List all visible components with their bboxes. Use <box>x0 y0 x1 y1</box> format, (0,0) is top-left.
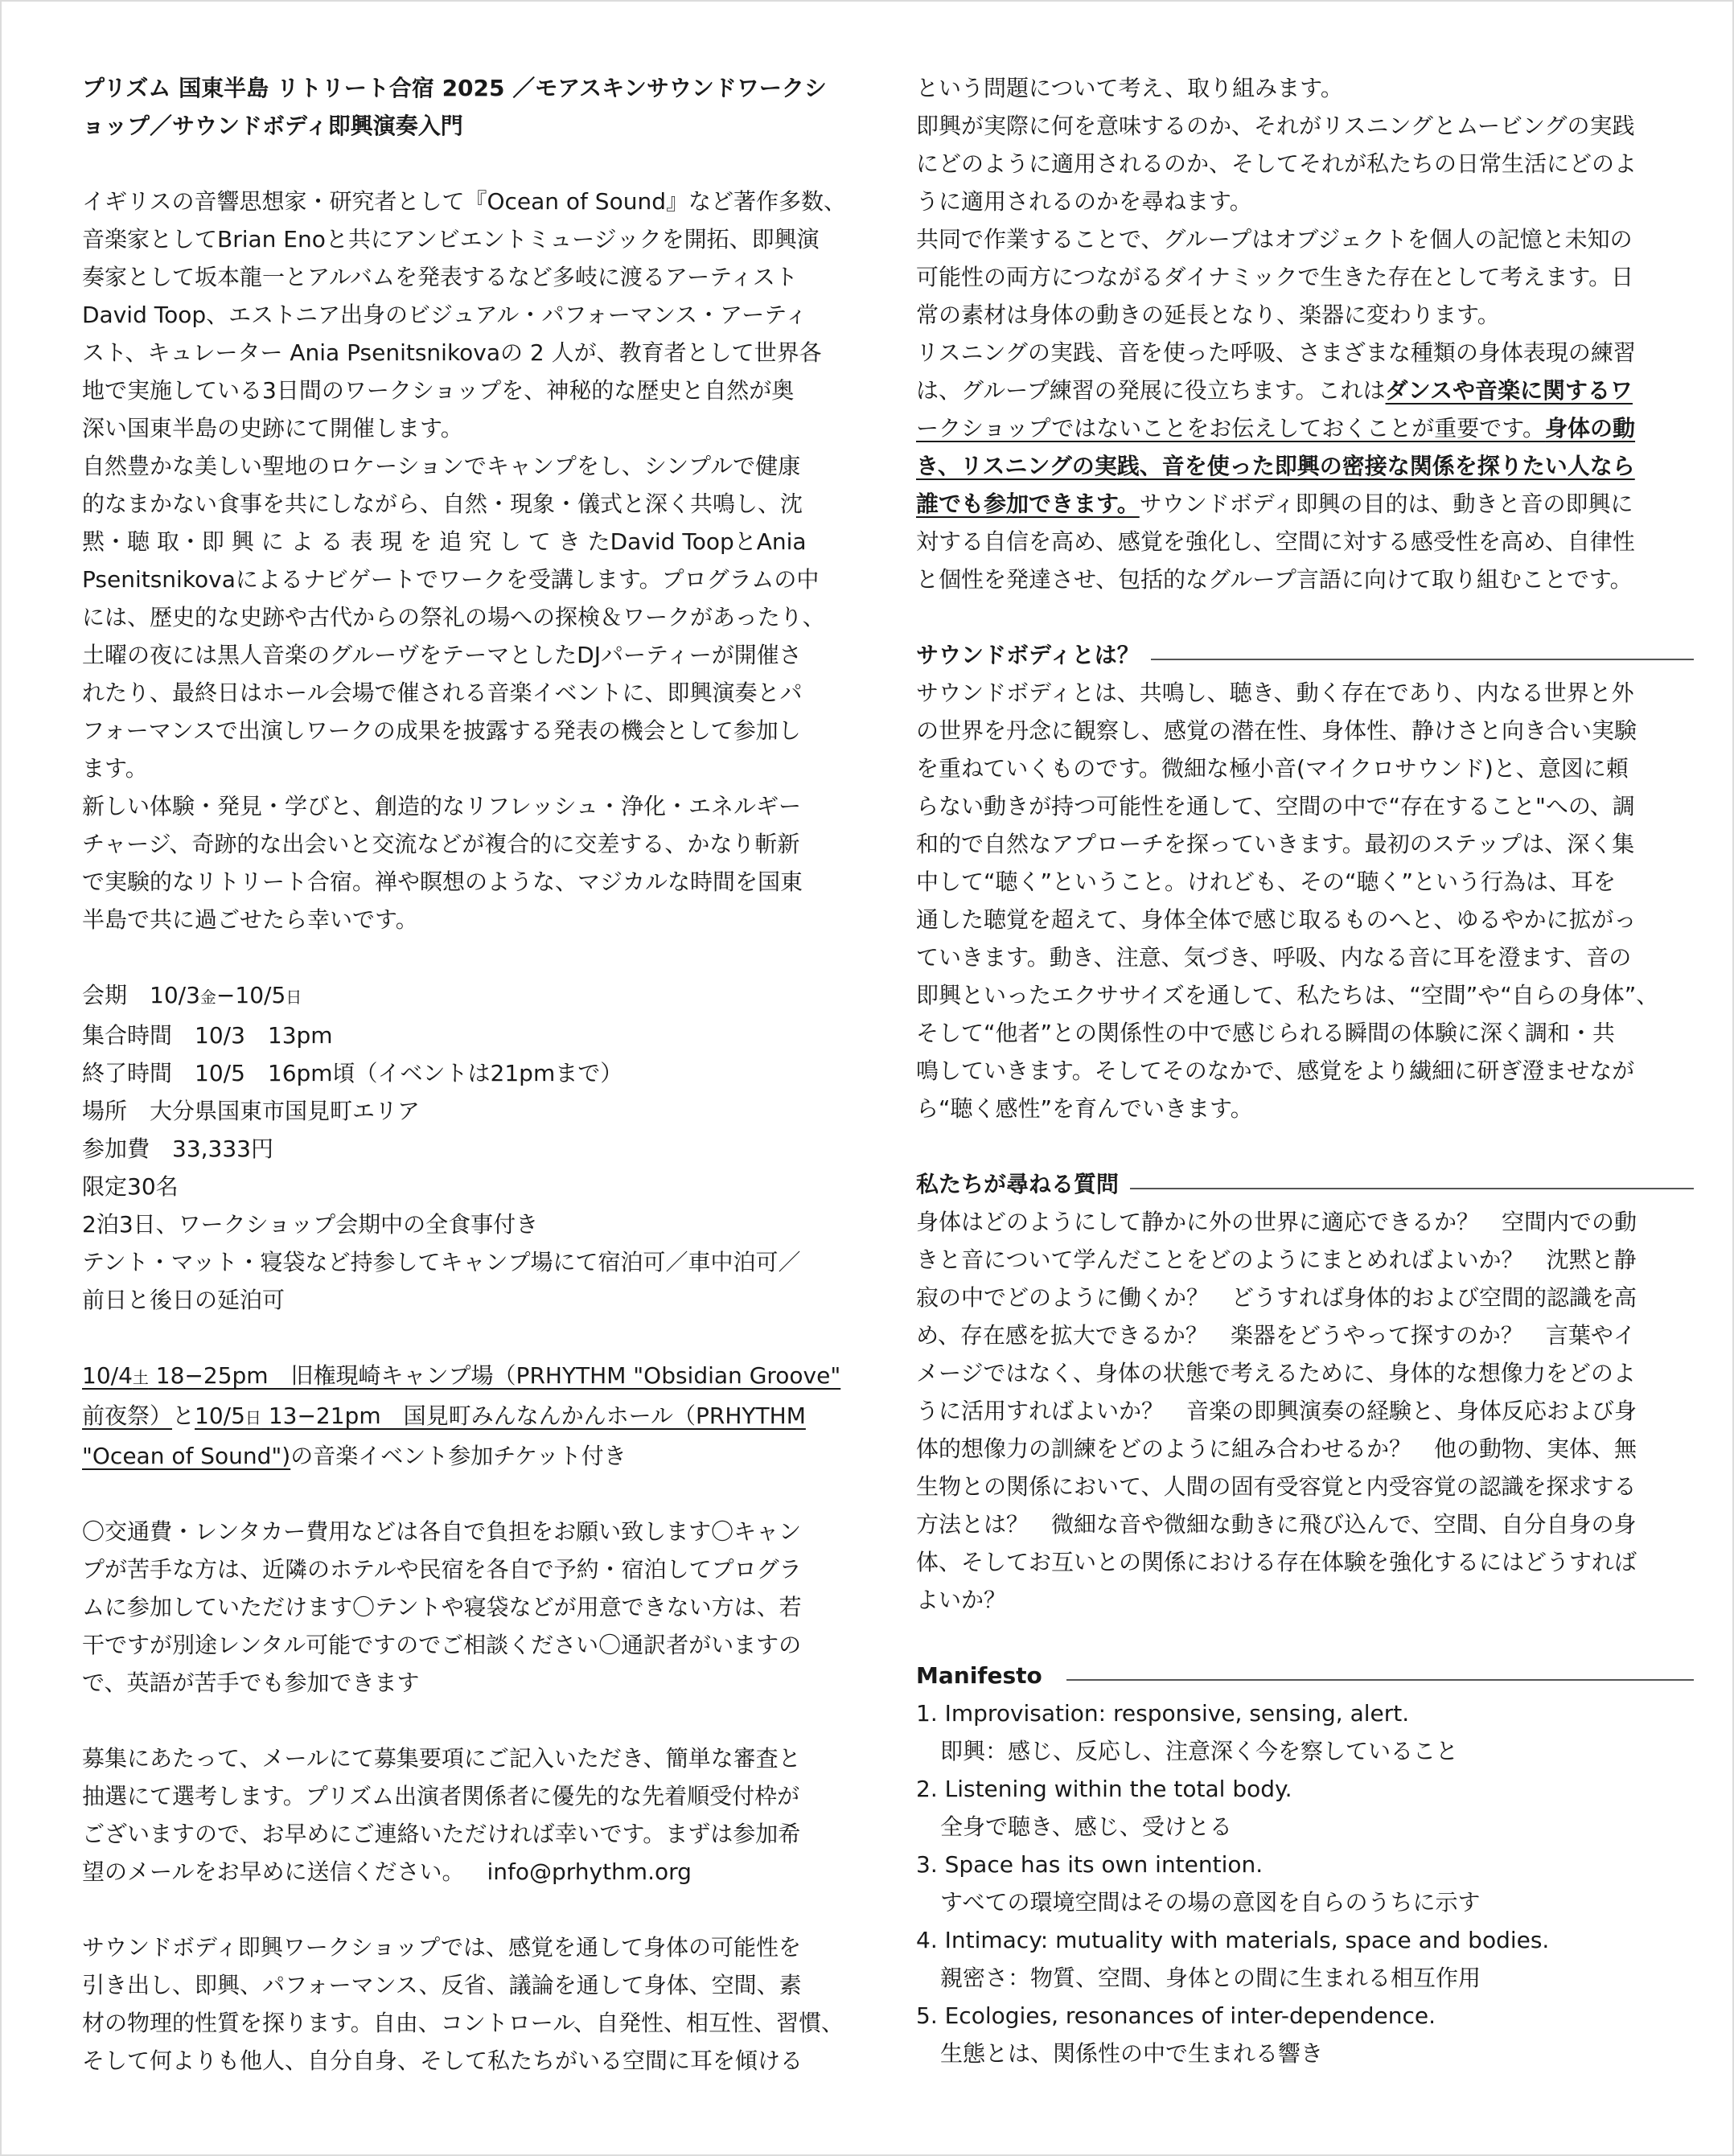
section-heading: Manifesto <box>916 1657 1694 1694</box>
text-line: 誰でも参加できます。サウンドボディ即興の目的は、動きと音の即興に <box>916 491 1633 517</box>
text-line: にどのように適用されるのか、そしてそれが私たちの日常生活にどのよ <box>916 150 1637 177</box>
text-line: 望のメールをお早めに送信ください。 info@prhythm.org <box>82 1858 692 1885</box>
text-line: ていきます。動き、注意、気づき、呼吸、内なる音に耳を澄ます、音の <box>916 944 1632 971</box>
text-line: き、リスニングの実践、音を使った即興の密接な関係を探りたい人なら <box>916 453 1635 479</box>
detail-end: 終了時間 10/5 16pm頃（イベントは21pmまで） <box>82 1060 623 1086</box>
text-line: David Toop、エストニア出身のビジュアル・パフォーマンス・アーティ <box>82 302 808 328</box>
manifesto-item-ja: 生態とは、関係性の中で生まれる響き <box>940 2040 1324 2067</box>
text-line: 中して“聴く”ということ。けれども、その“聴く”という行為は、耳を <box>916 869 1617 895</box>
text-line: ございますので、お早めにご連絡いただければ幸いです。まずは参加希 <box>82 1821 801 1847</box>
text-line: サウンドボディ即興ワークショップでは、感覚を通して身体の可能性を <box>82 1934 802 1961</box>
text-line: れたり、最終日はホール会場で催される音楽イベントに、即興演奏とパ <box>82 680 803 706</box>
detail-limit: 限定30名 <box>82 1173 179 1200</box>
text-line: 生物との関係において、人間の固有受容覚と内受容覚の認識を探求する <box>916 1473 1637 1500</box>
music-events <box>82 1357 861 1475</box>
text-line: 半島で共に過ごせたら幸いです。 <box>82 906 418 933</box>
text-line: 可能性の両方につながるダイナミックで生きた存在として考えます。日 <box>916 264 1634 290</box>
manifesto-item-ja: 即興：感じ、反応し、注意深く今を察していること <box>940 1738 1459 1764</box>
manifesto-item: 4. Intimacy: mutuality with materials, space and bodies. <box>916 1927 1550 1953</box>
text-line: め、存在感を拡大できるか？ 楽器をどうやって探すのか？ 言葉やイ <box>916 1322 1636 1349</box>
workshop-continued <box>916 69 1694 598</box>
text-line: 和的で自然なアプローチを探っていきます。最初のステップは、深く集 <box>916 831 1635 857</box>
event-line: 前夜祭）と10/5日 13−21pm 国見町みんなんかんホール（PRHYTHM <box>82 1402 806 1429</box>
text-line: うに適用されるのかを尋ねます。 <box>916 188 1252 215</box>
left-column <box>82 69 861 2080</box>
text-line: 深い国東半島の史跡にて開催します。 <box>82 415 463 441</box>
text-line: そして何よりも他人、自分自身、そして私たちがいる空間に耳を傾ける <box>82 2047 803 2074</box>
event-line: 10/4土 18−25pm 旧権現崎キャンプ場（PRHYTHM "Obsidian Groove" <box>82 1362 841 1389</box>
manifesto-item: 3. Space has its own intention. <box>916 1851 1264 1878</box>
text-line: で、英語が苦手でも参加できます <box>82 1669 420 1696</box>
text-line: きと音について学んだことをどのようにまとめればよいか？ 沈黙と静 <box>916 1246 1637 1273</box>
heading-rule <box>1066 1679 1694 1681</box>
text-line: 土曜の夜には黒人音楽のグルーヴをテーマとしたDJパーティーが開催さ <box>82 642 802 668</box>
text-line: 対する自信を高め、感覚を強化し、空間に対する感受性を高め、自律性 <box>916 528 1635 555</box>
section-heading: 私たちが尋ねる質問 <box>916 1165 1694 1203</box>
manifesto-item: 1. Improvisation: responsive, sensing, alert. <box>916 1700 1410 1727</box>
text-line: プが苦手な方は、近隣のホテルや民宿を各自で予約・宿泊してプログラ <box>82 1556 802 1583</box>
text-line: 共同で作業することで、グループはオブジェクトを個人の記憶と未知の <box>916 226 1633 253</box>
detail-meals: 2泊3日、ワークショップ会期中の全食事付き <box>82 1211 539 1238</box>
detail-meet: 集合時間 10/3 13pm <box>82 1022 333 1049</box>
text-line: 通した聴覚を超えて、身体全体で感じ取るものへと、ゆるやかに拡がっ <box>916 906 1637 933</box>
text-line: で実験的なリトリート合宿。禅や瞑想のような、マジカルな時間を国東 <box>82 869 803 895</box>
text-line: 方法とは？ 微細な音や微細な動きに飛び込んで、空間、自分自身の身 <box>916 1511 1637 1538</box>
text-line: リスニングの実践、音を使った呼吸、さまざまな種類の身体表現の練習 <box>916 339 1636 366</box>
detail-fee: 参加費 33,333円 <box>82 1135 273 1162</box>
text-line: メージではなく、身体の状態で考えるために、身体的な想像力をどのよ <box>916 1360 1636 1386</box>
event-details <box>82 976 861 1319</box>
text-line: は、グループ練習の発展に役立ちます。これはダンスや音楽に関するワ <box>916 377 1633 404</box>
heading-rule <box>1151 659 1694 660</box>
text-line: 引き出し、即興、パフォーマンス、反省、議論を通して身体、空間、素 <box>82 1972 802 1998</box>
text-line: 音楽家としてBrian Enoと共にアンビエントミュージックを開拓、即興演 <box>82 226 820 253</box>
detail-camp: テント・マット・寝袋など持参してキャンプ場にて宿泊可／車中泊可／ <box>82 1249 801 1275</box>
text-line: と個性を発達させ、包括的なグループ言語に向けて取り組むことです。 <box>916 566 1633 593</box>
section-heading: サウンドボディとは？ <box>916 636 1694 674</box>
manifesto-item: 5. Ecologies, resonances of inter-dependence. <box>916 2002 1436 2029</box>
text-line: スト、キュレーター Ania Psenitsnikovaの 2 人が、教育者として世界各 <box>82 339 822 366</box>
title-line: プリズム 国東半島 リトリート合宿 2025 ／モアスキンサウンドワークシ <box>82 75 827 101</box>
text-line: イギリスの音響思想家・研究者として『Ocean of Sound』など著作多数、 <box>82 188 846 215</box>
text-line: 体的想像力の訓練をどのように組み合わせるか？ 他の動物、実体、無 <box>916 1435 1637 1462</box>
detail-camp: 前日と後日の延泊可 <box>82 1287 286 1313</box>
text-line: よいか？ <box>916 1587 1007 1613</box>
text-line: らない動きが持つ可能性を通して、空間の中で“存在すること"への、調 <box>916 793 1635 819</box>
detail-place: 場所 大分県国東市国見町エリア <box>82 1098 421 1124</box>
text-line: 常の素材は身体の動きの延長となり、楽器に変わります。 <box>916 302 1500 328</box>
text-line: ます。 <box>82 755 148 782</box>
text-line: そして“他者”との関係性の中で感じられる瞬間の体験に深く調和・共 <box>916 1020 1616 1046</box>
title-line: ョップ／サウンドボディ即興演奏入門 <box>82 113 463 139</box>
soundbody-section <box>916 636 1694 1127</box>
text-line: には、歴史的な史跡や古代からの祭礼の場への探検＆ワークがあったり、 <box>82 604 825 630</box>
text-line: 自然豊かな美しい聖地のロケーションでキャンプをし、シンプルで健康 <box>82 453 801 479</box>
text-line: うに活用すればよいか？ 音楽の即興演奏の経験と、身体反応および身 <box>916 1398 1637 1424</box>
text-line: 募集にあたって、メールにて募集要項にご記入いただき、簡単な審査と <box>82 1745 801 1772</box>
manifesto-item-ja: 親密さ：物質、空間、身体との間に生まれる相互作用 <box>940 1965 1481 1991</box>
notes-paragraph <box>82 1513 861 1702</box>
text-line: 鳴していきます。そしてそのなかで、感覚をより繊細に研ぎ澄ませなが <box>916 1057 1635 1084</box>
application-paragraph <box>82 1739 861 1891</box>
text-line: 即興といったエクササイズを通して、私たちは、“空間”や“自らの身体”、 <box>916 982 1659 1008</box>
text-line: サウンドボディとは、共鳴し、聴き、動く存在であり、内なる世界と外 <box>916 680 1634 706</box>
text-line: 奏家として坂本龍一とアルバムを発表するなど多岐に渡るアーティスト <box>82 264 798 290</box>
manifesto-item-ja: 全身で聴き、感じ、受けとる <box>940 1813 1232 1840</box>
text-line: 的なまかない食事を共にしながら、自然・現象・儀式と深く共鳴し、沈 <box>82 491 803 517</box>
text-line: 〇交通費・レンタカー費用などは各自で負担をお願い致します〇キャン <box>82 1518 802 1545</box>
intro-paragraph <box>82 183 861 938</box>
heading-rule <box>1130 1188 1694 1189</box>
event-line: "Ocean of Sound")の音楽イベント参加チケット付き <box>82 1443 627 1469</box>
text-line: を重ねていくものです。微細な極小音(マイクロサウンド)と、意図に頼 <box>916 755 1629 782</box>
workshop-paragraph <box>82 1928 861 2080</box>
detail-period: 会期 10/3金−10/5日 <box>82 982 302 1008</box>
text-line: ら“聴く感性”を育んでいきます。 <box>916 1095 1253 1122</box>
text-line: ークショップではないことをお伝えしておくことが重要です。身体の動 <box>916 415 1636 441</box>
text-line: ムに参加していただけます〇テントや寝袋などが用意できない方は、若 <box>82 1594 802 1620</box>
text-line: フォーマンスで出演しワークの成果を披露する発表の機会として参加し <box>82 717 801 744</box>
text-line: 即興が実際に何を意味するのか、それがリスニングとムービングの実践 <box>916 113 1635 139</box>
text-line: 寂の中でどのように働くか？ どうすれば身体的および空間的認識を高 <box>916 1284 1637 1311</box>
text-line: Psenitsnikovaによるナビゲートでワークを受講します。プログラムの中 <box>82 566 820 593</box>
text-line: 黙・聴 取・即 興 に よ る 表 現 を 追 究 し て き たDavid ToopとAnia <box>82 528 807 555</box>
text-line: 抽選にて選考します。プリズム出演者関係者に優先的な先着順受付枠が <box>82 1783 800 1809</box>
right-column <box>916 69 1694 2072</box>
text-line: という問題について考え、取り組みます。 <box>916 75 1343 101</box>
contact-email[interactable]: info@prhythm.org <box>487 1858 692 1885</box>
text-line: 新しい体験・発見・学びと、創造的なリフレッシュ・浄化・エネルギー <box>82 793 802 819</box>
text-line: チャージ、奇跡的な出会いと交流などが複合的に交差する、かなり斬新 <box>82 831 800 857</box>
questions-section <box>916 1165 1694 1619</box>
text-line: 体、そしてお互いとの関係における存在体験を強化するにはどうすれば <box>916 1549 1637 1575</box>
manifesto-item: 2. Listening within the total body. <box>916 1776 1292 1802</box>
text-line: 材の物理的性質を探ります。自由、コントロール、自発性、相互性、習慣、 <box>82 2010 844 2036</box>
manifesto-section <box>916 1657 1694 2072</box>
text-line: 干ですが別途レンタル可能ですのでご相談ください〇通訳者がいますの <box>82 1632 802 1658</box>
text-line: 地で実施している3日間のワークショップを、神秘的な歴史と自然が奥 <box>82 377 795 404</box>
text-line: 身体はどのようにして静かに外の世界に適応できるか？ 空間内での動 <box>916 1209 1637 1235</box>
text-line: の世界を丹念に観察し、感覚の潜在性、身体性、静けさと向き合い実験 <box>916 717 1637 744</box>
manifesto-item-ja: すべての環境空間はその場の意図を自らのうちに示す <box>940 1889 1481 1916</box>
